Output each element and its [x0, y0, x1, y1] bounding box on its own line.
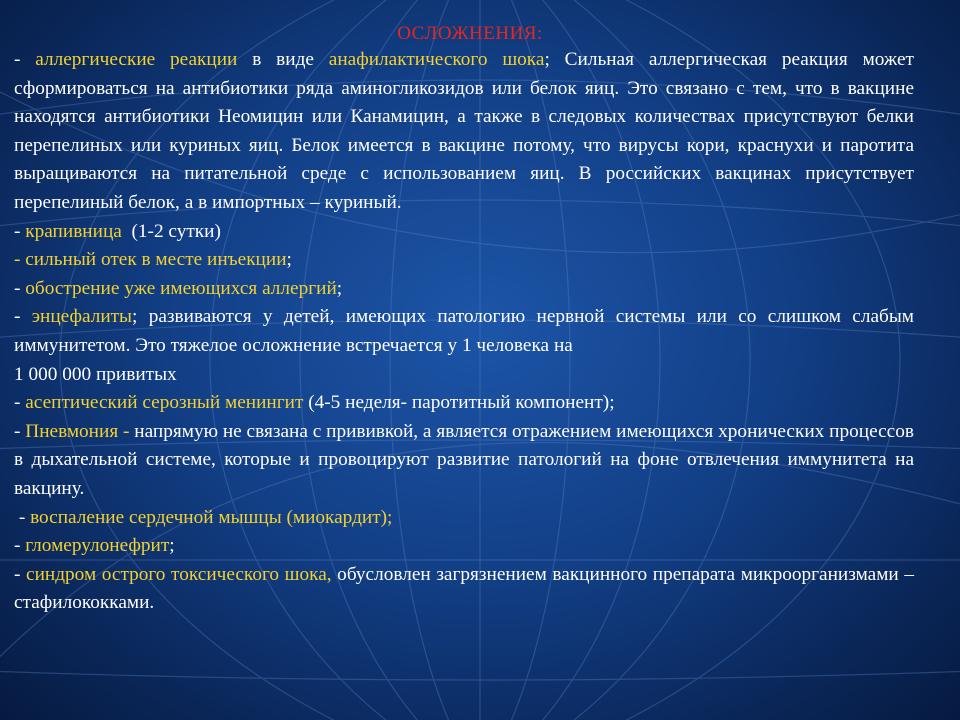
complication-injection-swelling: - сильный отек в месте инъекции; — [14, 249, 292, 271]
complication-allergy-exacerbation: - обострение уже имеющихся аллергий; — [14, 277, 343, 299]
complication-allergic-reactions: - аллергические реакции в виде анафилактического шока; Сильная аллергическая реакция может сформироваться на антибиотики ряда аминогликозидов или белок яиц. Это связано с тем, что в вакцине находятся антибиотики Неомицин или Канамицин, а также в следовых количествах присутствуют белки перепелиных или куриных яиц. Белок имеется в вакцине потому, что вирусы кори, краснухи и паротита выращиваются на питательной среде с использованием яиц. В российских вакцинах присутствует перепелиный белок, а в импортных – куриный. — [14, 49, 914, 213]
complication-myocarditis: - воспаление сердечной мышцы (миокардит); — [14, 506, 393, 528]
complication-encephalitis: - энцефалиты; развиваются у детей, имеющих патологию нервной системы или со слишком слабым иммунитетом. Это тяжелое осложнение встречается у 1 человека на — [14, 306, 914, 356]
complication-toxic-shock: - синдром острого токсического шока, обусловлен загрязнением вакцинного препарата микроорганизмами – стафилококками. — [14, 563, 914, 614]
complication-meningitis: - асептический серозный менингит (4-5 неделя- паротитный компонент); — [14, 392, 615, 414]
complication-pneumonia: - Пневмония - напрямую не связана с прививкой, а является отражением имеющихся хронических процессов в дыхательной системе, которые и провоцируют развитие патологий на фоне отвлечения иммунитета на вакцину. — [14, 420, 914, 499]
complication-encephalitis-frequency: 1 000 000 привитых — [14, 363, 177, 385]
complication-urticaria: - крапивница (1-2 сутки) — [14, 220, 221, 242]
complication-glomerulonephritis: - гломерулонефрит; — [14, 535, 175, 557]
slide-title: ОСЛОЖНЕНИЯ: — [397, 23, 543, 44]
slide-content — [14, 22, 914, 618]
